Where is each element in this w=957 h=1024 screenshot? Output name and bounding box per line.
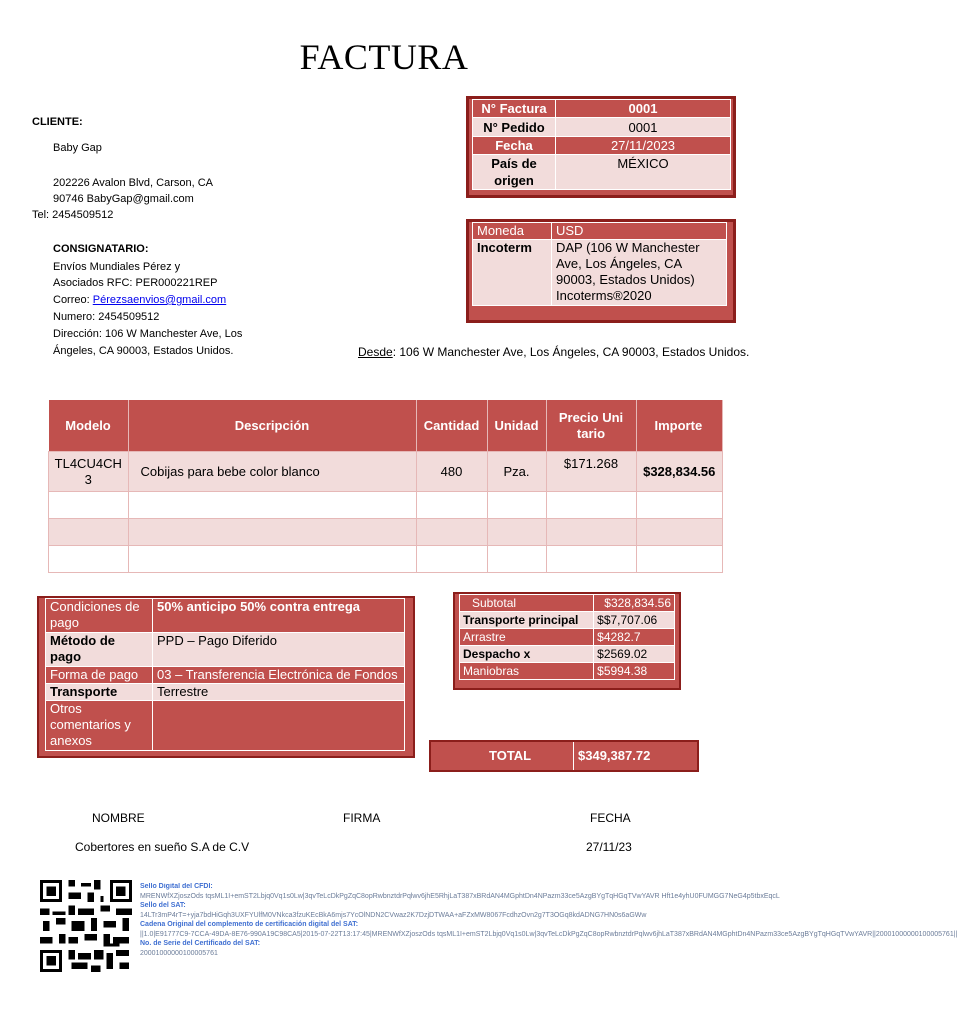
subtotal-label: Subtotal <box>460 595 594 612</box>
cliente-address-1: 202226 Avalon Blvd, Carson, CA <box>53 177 214 189</box>
sello-cfdi-value: MRENWfXZjoszOds tqsML1I+emST2Lbjq0Vq1s0Lw|3qvTeLcDkPgZqC8opRwbnztdrPqlwv6jhE5RhjLaT387xBRdAN4MGphtDn4NPazm33ce5AzgBYgTqHGqTVwYAVR Hft1e4yhU0FUMGG7NeG4p5tbxEqcL <box>140 892 780 900</box>
moneda-value: USD <box>552 223 727 240</box>
table-row <box>49 492 723 519</box>
email-label: Correo: <box>53 294 93 306</box>
cell-unidad: Pza. <box>487 452 546 492</box>
sello-sat-value: 14LTr3mP4rT=+yja7bdHiGqh3UXFYUlfM0VNkca3fzuKEcBkA6mjs7YcOlNDN2CVwaz2K7DzjDTWAA+aFZxMW8067FcdhzOvn2g7T3OGq8kdADNG7HN0s6aGWw <box>140 911 647 919</box>
comentarios-label: Otros comentarios y anexos <box>46 701 153 751</box>
total-value: $349,387.72 <box>578 748 651 763</box>
incoterm-label: Incoterm <box>473 240 552 306</box>
factura-number-value: 0001 <box>556 100 731 118</box>
incoterm-value: DAP (106 W Manchester Ave, Los Ángeles, CA 90003, Estados Unidos) Incoterms®2020 <box>552 240 727 306</box>
table-row <box>49 452 723 492</box>
factura-number-label: N° Factura <box>473 100 556 118</box>
consignatario-numero: Numero: 2454509512 <box>53 311 160 323</box>
desde-address: : 106 W Manchester Ave, Los Ángeles, CA 90003, Estados Unidos. <box>392 345 750 359</box>
empresa-name: Cobertores en sueño S.A de C.V <box>75 840 250 854</box>
email-link[interactable]: Pérezsaenvios@gmail.com <box>92 294 227 306</box>
transporte-principal-label: Transporte principal <box>460 612 594 629</box>
items-header-row <box>49 400 723 452</box>
metodo-pago-label: Método de pago <box>46 633 153 667</box>
fecha-heading: FECHA <box>590 811 631 825</box>
cliente-heading: CLIENTE: <box>32 116 83 128</box>
fecha-firma: 27/11/23 <box>586 840 632 854</box>
cell-importe: $328,834.56 <box>636 452 723 492</box>
condiciones-value: 50% anticipo 50% contra entrega <box>153 599 405 633</box>
cell-precio: $171.268 <box>546 452 636 492</box>
total-box <box>429 740 699 772</box>
desde-label: Desde <box>358 345 393 359</box>
forma-pago-value: 03 – Transferencia Electrónica de Fondos <box>153 667 405 684</box>
col-descripcion: Descripción <box>128 400 416 452</box>
arrastre-value: $4282.7 <box>594 629 675 646</box>
maniobras-value: $5994.38 <box>594 663 675 680</box>
cell-modelo: TL4CU4CH3 <box>49 452 129 492</box>
cliente-address-2: 90746 BabyGap@gmail.com <box>53 193 194 205</box>
fecha-value: 27/11/2023 <box>556 137 731 155</box>
transporte-label: Transporte <box>46 684 153 701</box>
desde-line <box>358 345 749 359</box>
sello-sat-label: Sello del SAT: <box>140 902 186 909</box>
pais-origen-value: MÉXICO <box>556 155 731 190</box>
despacho-value: $2569.02 <box>594 646 675 663</box>
pais-origen-label: País de origen <box>473 155 556 190</box>
maniobras-label: Maniobras <box>460 663 594 680</box>
serie-certificado-value: 20001000000100005761 <box>140 949 218 957</box>
cell-cantidad: 480 <box>416 452 487 492</box>
transporte-principal-value: $$7,707.06 <box>594 612 675 629</box>
sello-cfdi-label: Sello Digital del CFDI: <box>140 883 213 890</box>
moneda-incoterm-box <box>466 219 736 323</box>
col-importe: Importe <box>636 400 723 452</box>
total-label: TOTAL <box>489 748 532 763</box>
nombre-heading: NOMBRE <box>92 811 145 825</box>
comentarios-value <box>153 701 405 751</box>
despacho-label: Despacho x <box>460 646 594 663</box>
col-modelo: Modelo <box>49 400 129 452</box>
condiciones-label: Condiciones de pago <box>46 599 153 633</box>
consignatario-direccion-2: Ángeles, CA 90003, Estados Unidos. <box>53 345 234 357</box>
cadena-original-label: Cadena Original del complemento de certificación digital del SAT: <box>140 921 359 928</box>
totales-box <box>453 592 681 690</box>
serie-certificado-label: No. de Serie del Certificado del SAT: <box>140 940 261 947</box>
forma-pago-label: Forma de pago <box>46 667 153 684</box>
cliente-tel: Tel: 2454509512 <box>32 209 114 221</box>
condiciones-box <box>37 596 415 758</box>
col-unidad: Unidad <box>487 400 546 452</box>
col-precio-unitario: Precio Unitario <box>546 400 636 452</box>
metodo-pago-value: PPD – Pago Diferido <box>153 633 405 667</box>
pedido-label: N° Pedido <box>473 118 556 137</box>
items-table <box>48 400 723 573</box>
subtotal-value: $328,834.56 <box>594 595 675 612</box>
document-title: FACTURA <box>299 37 469 77</box>
arrastre-label: Arrastre <box>460 629 594 646</box>
consignatario-line-2: Asociados RFC: PER000221REP <box>53 277 218 289</box>
qr-code-image <box>40 880 132 972</box>
consignatario-heading: CONSIGNATARIO: <box>53 243 149 255</box>
consignatario-line-1: Envíos Mundiales Pérez y <box>53 261 181 273</box>
firma-heading: FIRMA <box>343 811 381 825</box>
table-row <box>49 519 723 546</box>
table-row <box>49 546 723 573</box>
fecha-label: Fecha <box>473 137 556 155</box>
pedido-value: 0001 <box>556 118 731 137</box>
consignatario-email-row <box>53 292 226 308</box>
cliente-name: Baby Gap <box>53 142 102 154</box>
cell-descripcion: Cobijas para bebe color blanco <box>128 452 416 492</box>
sello-digital-block <box>140 882 957 978</box>
cadena-original-value: ||1.0|E91777C9-7CCA-49DA-8E76-990A19C98CA5|2015-07-22T13:17:45|MRENWfXZjoszOds tqsML1I+emST2Lbjq0Vq1s0Lw|3qvTeLcDkPgZqC8opRwbnztdrPqlwv6jhLaT387xBRdAN4MGphtDn4NPazm33ce5AzgBYgTqHGqTVwYAVR||20001000000100005761|| <box>140 930 957 938</box>
col-cantidad: Cantidad <box>416 400 487 452</box>
factura-info-box <box>466 96 736 198</box>
transporte-value: Terrestre <box>153 684 405 701</box>
moneda-label: Moneda <box>473 223 552 240</box>
consignatario-direccion-1: Dirección: 106 W Manchester Ave, Los <box>53 328 243 340</box>
